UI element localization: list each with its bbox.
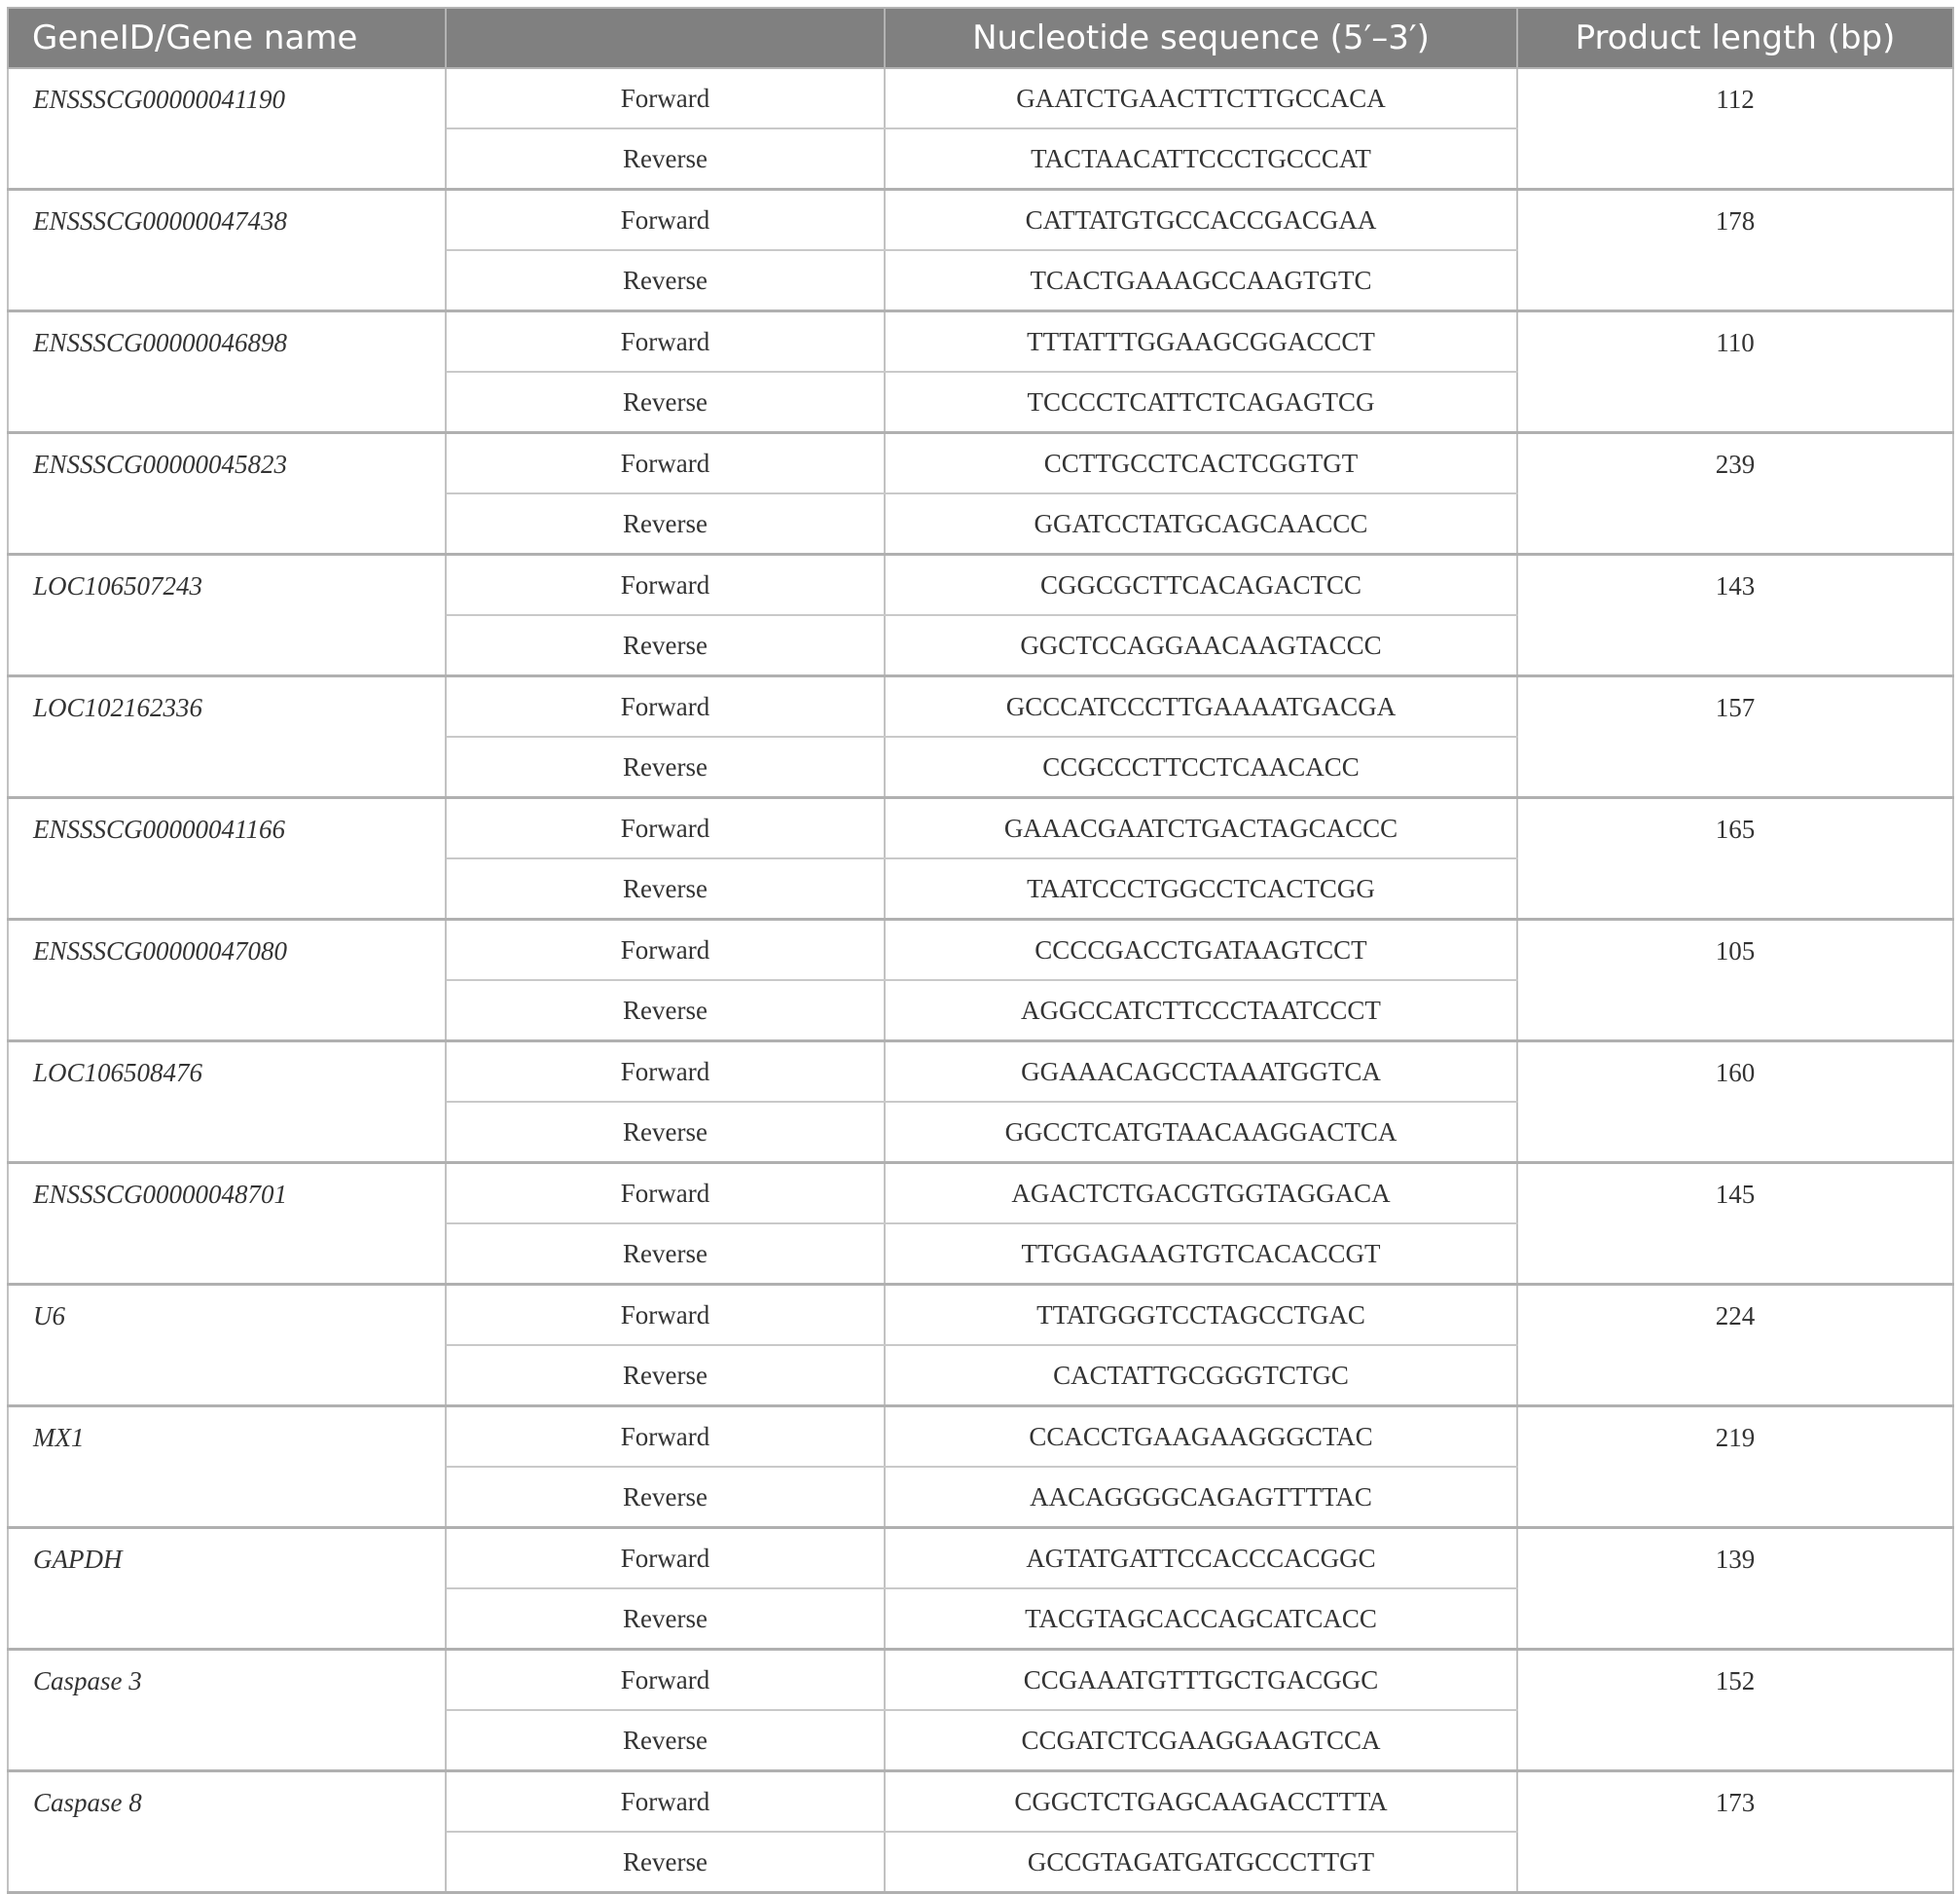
product-length-cell: 239	[1517, 433, 1953, 555]
reverse-sequence-cell: AGGCCATCTTCCCTAATCCCT	[885, 980, 1517, 1041]
reverse-sequence-cell: AACAGGGGCAGAGTTTTAC	[885, 1467, 1517, 1528]
direction-forward-cell: Forward	[446, 920, 885, 981]
reverse-sequence-cell: GCCGTAGATGATGCCCTTGT	[885, 1832, 1517, 1893]
gene-name-cell: LOC102162336	[8, 676, 446, 798]
gene-name-cell: ENSSSCG00000048701	[8, 1163, 446, 1285]
table-row-forward	[8, 190, 1953, 251]
direction-reverse-cell: Reverse	[446, 980, 885, 1041]
gene-name-cell: LOC106508476	[8, 1041, 446, 1163]
direction-reverse-cell: Reverse	[446, 858, 885, 920]
direction-forward-cell: Forward	[446, 676, 885, 738]
direction-forward-cell: Forward	[446, 68, 885, 128]
forward-sequence-cell: CGGCGCTTCACAGACTCC	[885, 555, 1517, 616]
direction-forward-cell: Forward	[446, 1041, 885, 1103]
product-length-cell: 173	[1517, 1771, 1953, 1893]
product-length-cell: 224	[1517, 1285, 1953, 1406]
table-row-forward	[8, 1041, 1953, 1103]
product-length-cell: 157	[1517, 676, 1953, 798]
table-row-forward	[8, 68, 1953, 128]
reverse-sequence-cell: CCGCCCTTCCTCAACACC	[885, 737, 1517, 798]
product-length-cell: 165	[1517, 798, 1953, 920]
table-row-forward	[8, 1771, 1953, 1833]
reverse-sequence-cell: TCACTGAAAGCCAAGTGTC	[885, 250, 1517, 311]
table-row-forward	[8, 1406, 1953, 1468]
table-row-forward	[8, 798, 1953, 859]
gene-name-cell: LOC106507243	[8, 555, 446, 676]
reverse-sequence-cell: TACTAACATTCCCTGCCCAT	[885, 128, 1517, 190]
table-row-forward	[8, 433, 1953, 494]
product-length-cell: 219	[1517, 1406, 1953, 1528]
product-length-cell: 145	[1517, 1163, 1953, 1285]
direction-forward-cell: Forward	[446, 1771, 885, 1833]
table-row-forward	[8, 1163, 1953, 1224]
gene-name-cell: Caspase 3	[8, 1650, 446, 1771]
direction-reverse-cell: Reverse	[446, 128, 885, 190]
product-length-cell: 105	[1517, 920, 1953, 1041]
gene-name-cell: U6	[8, 1285, 446, 1406]
header-direction	[446, 8, 885, 68]
direction-reverse-cell: Reverse	[446, 1345, 885, 1406]
gene-name-cell: Caspase 8	[8, 1771, 446, 1893]
product-length-cell: 112	[1517, 68, 1953, 190]
forward-sequence-cell: TTATGGGTCCTAGCCTGAC	[885, 1285, 1517, 1346]
forward-sequence-cell: CGGCTCTGAGCAAGACCTTTA	[885, 1771, 1517, 1833]
reverse-sequence-cell: TAATCCCTGGCCTCACTCGG	[885, 858, 1517, 920]
reverse-sequence-cell: GGATCCTATGCAGCAACCC	[885, 493, 1517, 555]
product-length-cell: 178	[1517, 190, 1953, 311]
direction-reverse-cell: Reverse	[446, 1710, 885, 1771]
primer-table	[7, 7, 1954, 1894]
direction-reverse-cell: Reverse	[446, 1467, 885, 1528]
gene-name-cell: ENSSSCG00000047438	[8, 190, 446, 311]
header-length: Product length (bp)	[1517, 8, 1953, 68]
gene-name-cell: ENSSSCG00000046898	[8, 311, 446, 433]
gene-name-cell: ENSSSCG00000045823	[8, 433, 446, 555]
product-length-cell: 139	[1517, 1528, 1953, 1650]
direction-forward-cell: Forward	[446, 190, 885, 251]
direction-forward-cell: Forward	[446, 798, 885, 859]
header-gene: GeneID/Gene name	[8, 8, 446, 68]
reverse-sequence-cell: GGCTCCAGGAACAAGTACCC	[885, 615, 1517, 676]
header-sequence: Nucleotide sequence (5′–3′)	[885, 8, 1517, 68]
gene-name-cell: MX1	[8, 1406, 446, 1528]
direction-forward-cell: Forward	[446, 311, 885, 373]
forward-sequence-cell: GAAACGAATCTGACTAGCACCC	[885, 798, 1517, 859]
direction-reverse-cell: Reverse	[446, 737, 885, 798]
direction-reverse-cell: Reverse	[446, 493, 885, 555]
direction-forward-cell: Forward	[446, 555, 885, 616]
reverse-sequence-cell: TACGTAGCACCAGCATCACC	[885, 1588, 1517, 1650]
direction-forward-cell: Forward	[446, 1650, 885, 1711]
forward-sequence-cell: TTTATTTGGAAGCGGACCCT	[885, 311, 1517, 373]
forward-sequence-cell: GAATCTGAACTTCTTGCCACA	[885, 68, 1517, 128]
table-row-forward	[8, 1528, 1953, 1589]
reverse-sequence-cell: CACTATTGCGGGTCTGC	[885, 1345, 1517, 1406]
table-row-forward	[8, 311, 1953, 373]
forward-sequence-cell: CCCCGACCTGATAAGTCCT	[885, 920, 1517, 981]
product-length-cell: 152	[1517, 1650, 1953, 1771]
product-length-cell: 143	[1517, 555, 1953, 676]
gene-name-cell: ENSSSCG00000047080	[8, 920, 446, 1041]
forward-sequence-cell: CCGAAATGTTTGCTGACGGC	[885, 1650, 1517, 1711]
table-row-forward	[8, 920, 1953, 981]
forward-sequence-cell: CATTATGTGCCACCGACGAA	[885, 190, 1517, 251]
direction-reverse-cell: Reverse	[446, 1223, 885, 1285]
reverse-sequence-cell: GGCCTCATGTAACAAGGACTCA	[885, 1102, 1517, 1163]
direction-reverse-cell: Reverse	[446, 1588, 885, 1650]
direction-forward-cell: Forward	[446, 1285, 885, 1346]
gene-name-cell: ENSSSCG00000041190	[8, 68, 446, 190]
direction-reverse-cell: Reverse	[446, 1832, 885, 1893]
reverse-sequence-cell: TCCCCTCATTCTCAGAGTCG	[885, 372, 1517, 433]
header-row	[8, 8, 1953, 68]
direction-reverse-cell: Reverse	[446, 1102, 885, 1163]
gene-name-cell: GAPDH	[8, 1528, 446, 1650]
direction-forward-cell: Forward	[446, 1528, 885, 1589]
direction-reverse-cell: Reverse	[446, 372, 885, 433]
reverse-sequence-cell: TTGGAGAAGTGTCACACCGT	[885, 1223, 1517, 1285]
forward-sequence-cell: AGACTCTGACGTGGTAGGACA	[885, 1163, 1517, 1224]
table-row-forward	[8, 555, 1953, 616]
direction-reverse-cell: Reverse	[446, 615, 885, 676]
direction-forward-cell: Forward	[446, 1163, 885, 1224]
forward-sequence-cell: CCTTGCCTCACTCGGTGT	[885, 433, 1517, 494]
forward-sequence-cell: CCACCTGAAGAAGGGCTAC	[885, 1406, 1517, 1468]
table-header	[8, 8, 1953, 68]
product-length-cell: 160	[1517, 1041, 1953, 1163]
direction-forward-cell: Forward	[446, 1406, 885, 1468]
forward-sequence-cell: AGTATGATTCCACCCACGGC	[885, 1528, 1517, 1589]
table-row-forward	[8, 676, 1953, 738]
table-row-forward	[8, 1285, 1953, 1346]
product-length-cell: 110	[1517, 311, 1953, 433]
reverse-sequence-cell: CCGATCTCGAAGGAAGTCCA	[885, 1710, 1517, 1771]
direction-forward-cell: Forward	[446, 433, 885, 494]
forward-sequence-cell: GCCCATCCCTTGAAAATGACGA	[885, 676, 1517, 738]
forward-sequence-cell: GGAAACAGCCTAAATGGTCA	[885, 1041, 1517, 1103]
direction-reverse-cell: Reverse	[446, 250, 885, 311]
table-row-forward	[8, 1650, 1953, 1711]
table-body	[8, 68, 1953, 1893]
gene-name-cell: ENSSSCG00000041166	[8, 798, 446, 920]
